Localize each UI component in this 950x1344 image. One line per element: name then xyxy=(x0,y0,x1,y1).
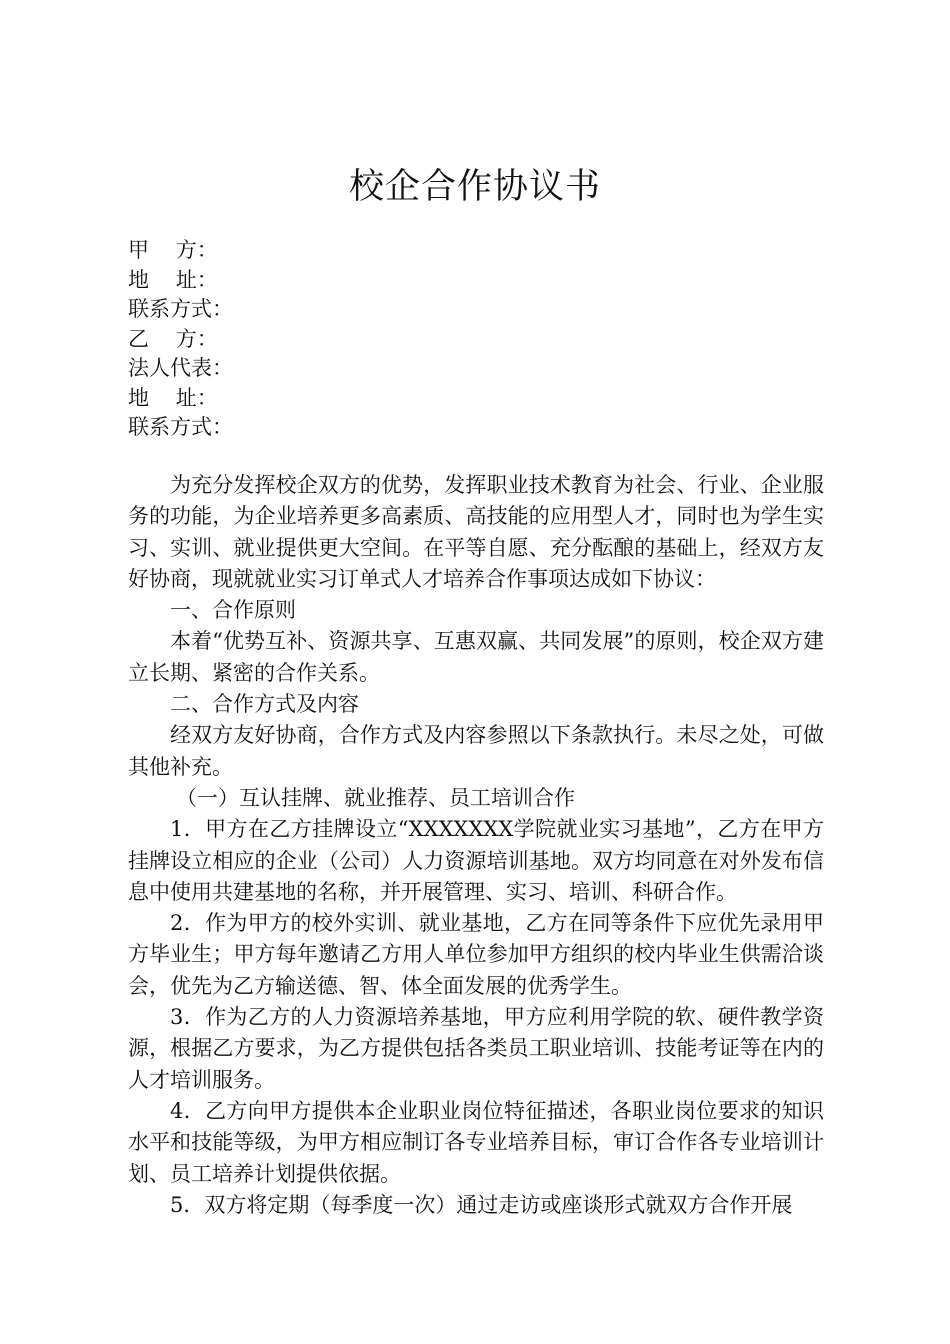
document-title: 校企合作协议书 xyxy=(348,167,601,207)
party-a-address-field: 地 址： xyxy=(128,267,218,292)
party-b-address-field: 地 址： xyxy=(128,385,218,410)
intro-paragraph: 为充分发挥校企双方的优势，发挥职业技术教育为社会、行业、企业服务的功能，为企业培养更多高素质、高技能的应用型人才，同时也为学生实习、实训、就业提供更大空间。在平等自愿、充分酝酿的基础上，经双方友好协商，现就就业实习订单式人才培养合作事项达成如下协议： xyxy=(128,473,824,591)
section-2-heading: 二、合作方式及内容 xyxy=(170,692,359,717)
party-b-legal-rep-field: 法人代表： xyxy=(128,356,233,380)
section-1-paragraph: 本着“优势互补、资源共享、互惠双赢、共同发展”的原则，校企双方建立长期、紧密的合作关系。 xyxy=(128,629,824,685)
clause-item-3: 3．作为乙方的人力资源培养基地，甲方应利用学院的软、硬件教学资源，根据乙方要求，为乙方提供包括各类员工职业培训、技能考证等在内的人才培训服务。 xyxy=(128,1005,824,1092)
clause-item-5: 5．双方将定期（每季度一次）通过走访或座谈形式就双方合作开展 xyxy=(170,1192,793,1217)
agreement-body xyxy=(128,470,824,1221)
party-info-block xyxy=(128,236,728,443)
clause-item-4: 4．乙方向甲方提供本企业职业岗位特征描述，各职业岗位要求的知识水平和技能等级，为甲方相应制订各专业培养目标，审订合作各专业培训计划、员工培养计划提供依据。 xyxy=(128,1098,824,1186)
section-1-heading: 一、合作原则 xyxy=(170,598,296,623)
party-a-contact-field: 联系方式： xyxy=(128,297,233,321)
party-a-field: 甲 方： xyxy=(128,238,218,262)
clause-item-2: 2．作为甲方的校外实训、就业基地，乙方在同等条件下应优先录用甲方毕业生；甲方每年邀请乙方用人单位参加甲方组织的校内毕业生供需洽谈会，优先为乙方输送德、智、体全面发展的优秀学生。 xyxy=(128,911,824,998)
section-2-paragraph: 经双方友好协商，合作方式及内容参照以下条款执行。未尽之处，可做其他补充。 xyxy=(128,723,824,779)
party-b-contact-field: 联系方式： xyxy=(128,415,233,439)
clause-item-1: 1．甲方在乙方挂牌设立“XXXXXXX学院就业实习基地”，乙方在甲方挂牌设立相应的企业（公司）人力资源培训基地。双方均同意在对外发布信息中使用共建基地的名称，并开展管理、实习、培训、科研合作。 xyxy=(128,817,824,904)
subsection-1-heading: （一）互认挂牌、就业推荐、员工培训合作 xyxy=(176,785,575,810)
party-b-field: 乙 方： xyxy=(128,326,218,351)
